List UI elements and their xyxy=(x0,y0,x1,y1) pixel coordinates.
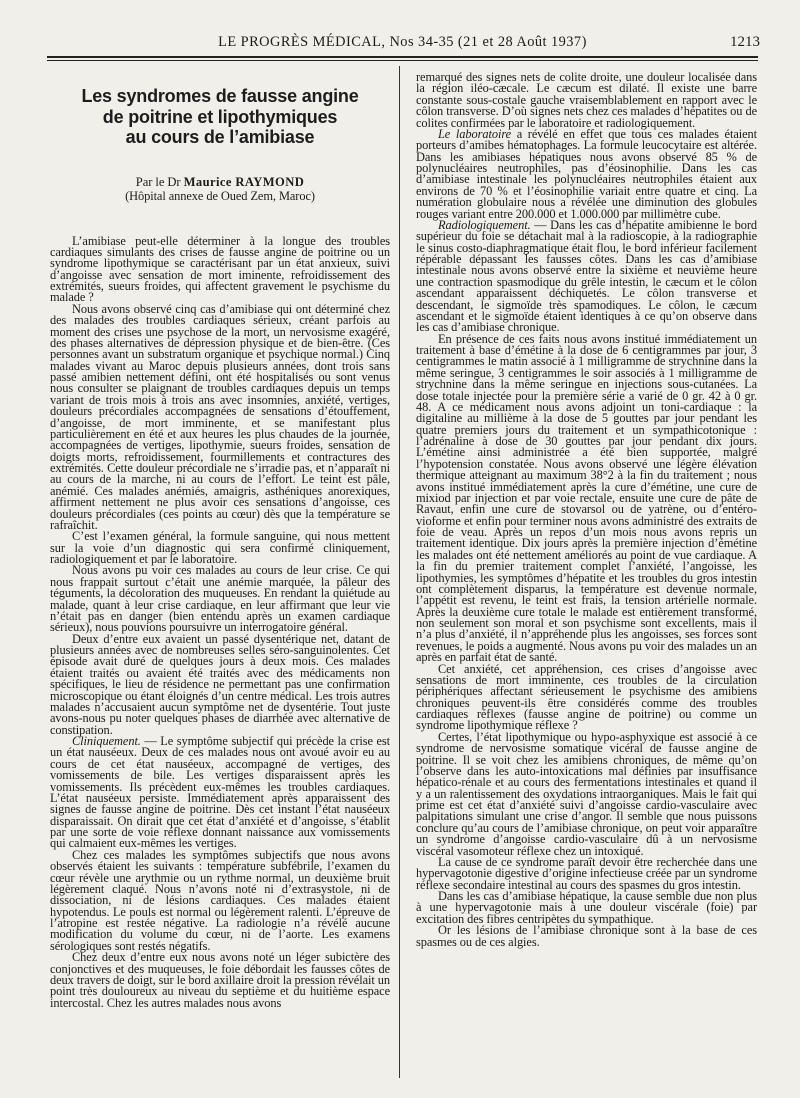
paragraph xyxy=(416,331,757,665)
paragraph-text: Deux d’entre eux avaient un passé dysentérique net, datant de plusieurs années avec de nombreuses selles séro-sanguinolentes. Cet épisode avait duré de quelques jours à deux mois. Ces malades étaient traités ou avaient été traités avec des médicaments non spécifiques, le lieu de résidence ne permettant pas une confirmation microscopique ou étant éloignés d’un centre médical. Les trois autres malades n’accusaient aucun symptôme net de dysentérie. Tout juste avons-nous pu noter quelques phases de diarrhée avec alternative de constipation. xyxy=(50,631,390,737)
column-divider xyxy=(399,66,400,1078)
paragraph xyxy=(416,661,757,733)
article-title xyxy=(50,86,390,148)
paragraph xyxy=(416,217,757,335)
running-header xyxy=(45,30,760,52)
paragraph-text: — Le symptôme subjectif qui précède la crise est un état nauséeux. Deux de ces malades nous ont avoué avoir eu au cours de cet état nauséeux, accompagné de vertiges, des vomissements de bile. Les vertiges disparaissent après les vomissements. Ils précèdent eux-mêmes les troubles cardiaques. L’état nauséeux persiste. Immédiatement après apparaissent des signes de fausse angine de poitrine. Dès cet instant l’état nauséeux disparaissait. On dirait que cet état d’anxiété et d’angoisse, s’établit par une sorte de voie réflexe donnant naissance aux vomissements qui calmaient eux-mêmes les vertiges. xyxy=(50,734,390,851)
paragraph xyxy=(50,233,390,305)
paragraph-lead: Cliniquement. xyxy=(72,734,141,748)
paragraph-text: Chez deux d’entre eux nous avons noté un léger subictère des conjonctives et des muqueuses, le foie débordait les fausses côtes de deux travers de doigt, sur le bord axillaire droit la pression révélait un point très douloureux au niveau du septième et du huitième espace intercostal. Chez les autres malades nous avons xyxy=(50,950,390,1010)
page-number: 1213 xyxy=(730,34,760,50)
paragraph xyxy=(50,531,390,565)
title-line: de poitrine et lipothymiques xyxy=(102,106,338,127)
right-column xyxy=(416,72,757,948)
paragraph-text: remarqué des signes nets de colite droite, une douleur localisée dans la région iléo-cæcale. Le cæcum est dilaté. Il existe une barre constante sous-costale gauche vraisemblablement en rapport avec le côlon transverse. D’où signes nets chez ces malades d’hépatites ou de colites confirmées par le laboratoire et radiologiquement. xyxy=(416,70,757,130)
paragraph-text: Nous avons pu voir ces malades au cours de leur crise. Ce qui nous frappait surtout c’était une anémie marquée, la pâleur des téguments, la décoloration des muqueuses. En rendant la quiétude au malade, quant à leur crise cardiaque, en leur affirmant que leur vie n’était pas en danger (bien entendu après un examen cardiaque sérieux), nous pouvions poursuivre un interrogatoire général. xyxy=(50,563,390,635)
paragraph-text: Dans les cas d’amibiase hépatique, la cause semble due non plus à une hypervagotonie mais à une douleur viscérale (foie) par excitation des fibres centripètes du sympathique. xyxy=(416,889,757,926)
paragraph xyxy=(50,565,390,633)
paragraph-text: Cet anxiété, cet appréhension, ces crises d’angoisse avec sensations de mort imminente, ces troubles de la circulation périphériques affectant sérieusement le psychisme des amibiens chroniques peuvent-ils être considérés comme des troubles cardiaques réflexes (fausse angine de poitrine) ou comme un syndrome lipothymique réflexe ? xyxy=(416,661,757,733)
paragraph-text: En présence de ces faits nous avons institué immédiatement un traitement à base d’émétine à la dose de 6 centigrammes par jour, 3 centigrammes le matin associé à 1 milligramme de strychnine dans la même seringue, 3 centigrammes le soir associés à 1 milligramme de strychnine dans la même seringue en injections sous-cutanées. La dose totale injectée pour la première série a varié de 0 gr. 42 à 0 gr. 48. A ce médicament nous avons adjoint un toni-cardiaque : la digitaline au millième à la dose de 5 gouttes par jour pendant les quatre premiers jours du traitement et un sympathicotonique : l’adrénaline à dose de 30 gouttes par jour pendant dix jours. L’émétine ainsi administrée a été bien supportée, malgré l’hypotension constatée. Nous avons observé une légère élévation thermique atteignant au maximum 38°2 à la fin du traitement ; nous avons institué immédiatement après la cure d’émétine, une cure de mixiod par injection et par voie rectale, ensuite une cure de pâte de Ravaut, enfin une cure de stovarsol ou de yatrène, ou d’entéro-vioforme et enfin pour terminer nous avons administré des extraits de foie de veau. Après un repos d’un mois nous avons repris un traitement identique. Dix jours après la première injection d’émétine les malades ont été nettement améliorés au point de vue cardiaque. A la fin du premier traitement complet l’anxiété, l’angoisse, les lipothymies, les symptômes d’hépatite et les troubles du gros intestin ont complètement disparus, la température est devenue normale, l’appétit est revenu, le teint est frais, la tension artérielle normale. Après la deuxième cure totale le malade est entièrement transformé, non seulement son moral et son psychisme sont excellents, mais il n’a plus d’anxiété, il n’appréhende plus les angoisses, ses forces sont revenues, le poids a augmenté. Nous avons pu voir des malades un an après en parfait état de santé. xyxy=(416,331,757,665)
paragraph-text: L’amibiase peut-elle déterminer à la longue des troubles cardiaques simulants des crises de fausse angine de poitrine ou un syndrome lipothymique se caractérisant par un état anxieux, suivi d’angoisse avec sensation de mort iminente, refroidissement des extrémités, sueurs froides, qui affectent gravement le psychisme du malade ? xyxy=(50,233,390,305)
byline xyxy=(50,175,390,189)
affiliation: (Hôpital annexe de Oued Zem, Maroc) xyxy=(125,188,315,203)
paragraph-text: Or les lésions de l’amibiase chronique sont à la base de ces spasmes ou de ces algies. xyxy=(416,923,757,949)
author-name: Maurice RAYMOND xyxy=(183,174,305,189)
paragraph xyxy=(50,847,390,953)
title-line: au cours de l’amibiase xyxy=(125,127,315,147)
paragraph xyxy=(416,126,758,221)
paragraph-text: — Dans les cas d’hépatite amibienne le bord supérieur du foie se détachait mal à la radioscopie, à la radiographie le sinus costo-diaphragmatique était flou, le bord inférieur facilement répérable dépassant les fausses côtes. Dans les cas d’amibiase intestinale nous avons observé entre la sixième et neuvième heure une contraction spasmodique du grêle intestin, le cæcum et le côlon ascendant apparaissent déchiquetés. Le côlon transverse et descendant, le sigmoïde très spamodiques. Le côlon, le cæcum ascendant et le sigmoïde étaient identiques à ce qu’on observe dans les cas d’amibiase chronique. xyxy=(416,217,757,335)
paragraph xyxy=(416,72,757,129)
paragraph-lead: Le laboratoire xyxy=(438,126,512,141)
header-rule-thick xyxy=(47,56,758,58)
paragraph-text: a révélé en effet que tous ces malades étaient porteurs d’amibes hématophages. La formule leucocytaire est altérée. Dans les amibiases hépatiques nous avons observé 85 % de polynucléaires neutrophiles, pas d’éosinophilie. Dans les cas d’amibiase intestinale les polynucléaires neutrophiles étaient aux environs de 70 % et l’éosinophilie variait entre quatre et cinq. La numération globulaire nous a révélée une diminution des globules rouges variant entre 200.000 et 1.000.000 par millimètre cube. xyxy=(416,126,758,221)
running-title: LE PROGRÈS MÉDICAL, Nos 34-35 (21 et 28 Août 1937) xyxy=(218,34,587,50)
paragraph xyxy=(50,301,390,532)
paragraph-text: Chez ces malades les symptômes subjectifs que nous avons observés étaient les suivants : température subfébrile, l’examen du cœur révèle une arythmie ou un rythme normal, un deuxième bruit légèrement claqué. Nous n’avons noté ni d’extrasystole, ni de dissociation, ni de lésions cardiaques. Ces malades étaient hypotendus. Le pouls est normal ou légèrement ralenti. L’épreuve de l’atropine est restée négative. La radiologie n’a révélé aucune modification du volume du cœur, ni de l’aorte. Les examens sérologiques sont restés négatifs. xyxy=(50,847,390,953)
paragraph xyxy=(416,891,757,925)
paragraph xyxy=(416,925,757,948)
paragraph xyxy=(50,631,390,737)
left-body xyxy=(50,233,390,1010)
paragraph xyxy=(416,729,757,858)
paragraph-text: C’est l’examen général, la formule sanguine, qui nous mettent sur la voie d’un diagnostic qui sera confirmé cliniquement, radiologiquement et par le laboratoire. xyxy=(50,529,390,566)
right-body xyxy=(416,72,757,948)
title-line: Les syndromes de fausse angine xyxy=(81,86,359,106)
paragraph-lead: Radiologiquement. xyxy=(438,217,531,232)
left-column xyxy=(50,68,390,1009)
paragraph-text: Certes, l’état lipothymique ou hypo-asphyxique est associé à ce syndrome de nervosisme somatique vicéral de fausse angine de poitrine. Il se voit chez les amibiens chroniques, de même qu’on l’observe dans les auto-intoxications mal définies par insuffisance hépatico-rénale et au cours des fermentations intestinales et quand il y a un ralentissement des oxydations intraorganiques. Mais le fait qui prime est cet état d’anxiété suivi d’angoisse cardio-vasculaire avec palpitations simulant une crise d’angor. Il semble que nous puissons conclure qu’au cours de l’amibiase chronique, on peut voir apparaître un syndrome d’angoisse cardio-vasculaire dû à un nervosisme viscéral vasomoteur réflexe chez un intoxiqué. xyxy=(416,729,757,858)
paragraph xyxy=(416,854,757,892)
paragraph xyxy=(50,736,390,850)
author-prefix: Par le Dr xyxy=(135,174,184,189)
header-rule-thin xyxy=(47,60,758,61)
paragraph-text: La cause de ce syndrome paraît devoir être recherchée dans une hypervagotonie digestive d’origine infectieuse créée par un syndrome réflexe secondaire intestinal au cours des spasmes du gros intestin. xyxy=(416,854,757,892)
paragraph xyxy=(50,952,390,1009)
paragraph-text: Nous avons observé cinq cas d’amibiase qui ont déterminé chez des malades des troubles cardiaques sérieux, créant parfois au moment des crises une psychose de la mort, un nervosisme exagéré, des phases alternatives de dépression physique et de bien-être. (Ces personnes avant un substratum organique et psychique normal.) Cinq malades vivant au Maroc depuis plusieurs années, dont trois sans passé amibien nettement défini, ont été hospitalisés ou sont venus nous consulter se plaignant de troubles cardiaques depuis un temps variant de trois mois à trois ans avec insomnies, anxiété, vertiges, douleurs précordiales accompagnées de sensations d’étouffement, d’angoisse, de mort imminente, et se manifestant plus particulièrement en été et aux heures les plus chaudes de la journée, accompagnées de vertiges, lipothymie, sueurs froides, sensation de doigts morts, refroidissement, fourmillements et contractures des extrémités. Cette douleur précordiale ne s’irradie pas, et n’apparaît ni au cours de la marche, ni au cours de l’effort. Le teint est pâle, anémié. Ces malades anémiés, amaigris, asthéniques anorexiques, affirment nettement ne plus avoir ces sensations d’angoisse, ces douleurs précordiales (ces points au cœur) dès que la température se rafraîchit. xyxy=(50,301,390,532)
